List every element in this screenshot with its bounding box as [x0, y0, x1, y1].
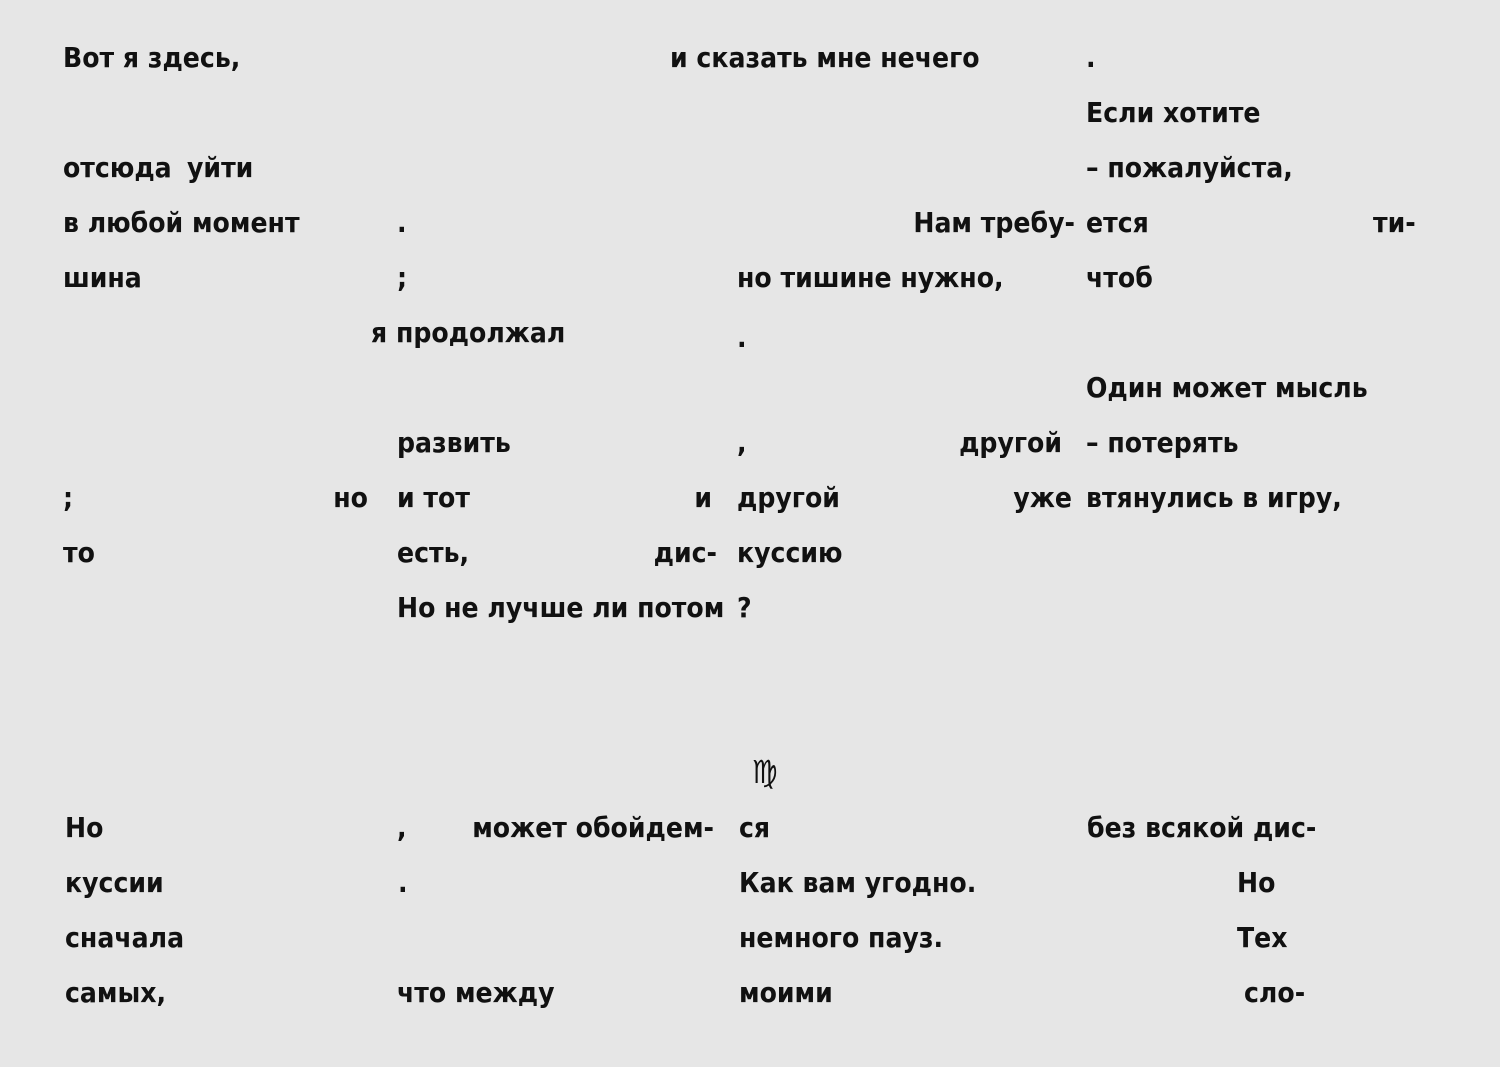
text-fragment: Нам требу-	[913, 206, 1075, 239]
text-fragment: ,	[397, 811, 407, 844]
text-fragment: – пожалуйста,	[1086, 151, 1293, 184]
text-fragment: Один может мысль	[1086, 371, 1368, 404]
text-fragment: Как вам угодно.	[739, 866, 977, 899]
text-fragment: то	[63, 536, 95, 569]
text-fragment: ти-	[1373, 206, 1416, 239]
text-fragment: но тишине нужно,	[737, 261, 1004, 294]
text-fragment: немного пауз.	[739, 921, 944, 954]
text-fragment: ся	[739, 811, 771, 844]
text-fragment: что между	[397, 976, 555, 1009]
text-fragment: в любой момент	[63, 206, 300, 239]
virgo-symbol-icon: ♍	[752, 753, 778, 791]
text-fragment: моими	[739, 976, 833, 1009]
text-fragment: куссию	[737, 536, 843, 569]
text-fragment: чтоб	[1086, 261, 1153, 294]
text-fragment: но	[333, 481, 368, 514]
text-fragment: может обойдем-	[472, 811, 714, 844]
text-fragment: сначала	[65, 921, 185, 954]
text-fragment: ?	[737, 591, 752, 624]
text-fragment: ;	[63, 481, 74, 514]
text-fragment: и	[694, 481, 712, 514]
text-fragment: я продолжал	[371, 316, 566, 349]
text-fragment: уйти	[187, 151, 254, 184]
text-fragment: есть,	[397, 536, 470, 569]
text-fragment: другой	[737, 481, 840, 514]
text-fragment: Вот я здесь,	[63, 41, 241, 74]
text-fragment: отсюда	[63, 151, 172, 184]
text-fragment: шина	[63, 261, 142, 294]
text-fragment: другой	[959, 426, 1062, 459]
text-fragment: и сказать мне нечего	[670, 41, 980, 74]
text-fragment: втянулись в игру,	[1086, 481, 1342, 514]
text-fragment: без всякой дис-	[1087, 811, 1317, 844]
text-fragment: .	[737, 321, 747, 354]
text-fragment: самых,	[65, 976, 167, 1009]
text-fragment: Если хотите	[1086, 96, 1261, 129]
text-fragment: сло-	[1244, 976, 1306, 1009]
text-fragment: ,	[737, 426, 747, 459]
text-fragment: и тот	[397, 481, 470, 514]
text-fragment: Но	[1237, 866, 1276, 899]
text-fragment: дис-	[653, 536, 717, 569]
text-fragment: Тех	[1237, 921, 1288, 954]
text-fragment: развить	[397, 426, 511, 459]
text-fragment: Но	[65, 811, 104, 844]
text-fragment: – потерять	[1086, 426, 1239, 459]
text-fragment: .	[397, 206, 407, 239]
text-fragment: .	[398, 866, 408, 899]
text-fragment: ется	[1086, 206, 1149, 239]
text-fragment: куссии	[65, 866, 164, 899]
text-fragment: .	[1086, 41, 1096, 74]
text-fragment: ;	[397, 261, 408, 294]
text-fragment: Но не лучше ли потом	[397, 591, 725, 624]
text-fragment: уже	[1013, 481, 1072, 514]
